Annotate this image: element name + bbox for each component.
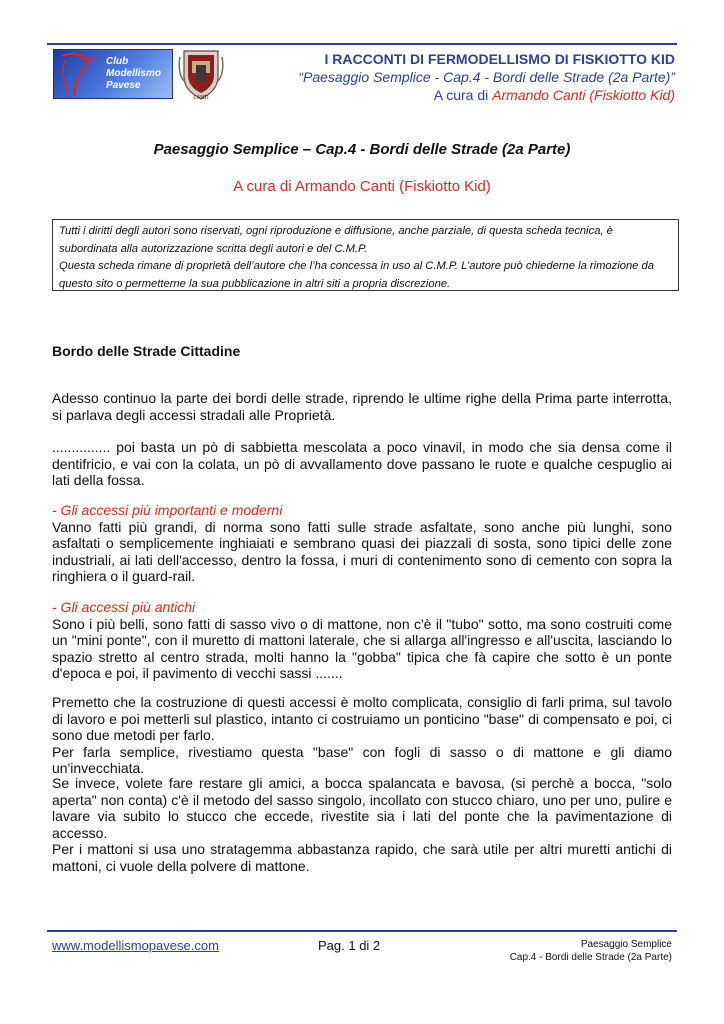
subsection-heading: - Gli accessi più antichi <box>52 599 196 615</box>
club-logo <box>53 49 173 99</box>
footer-document-info <box>510 938 672 964</box>
body-paragraph: ............... poi basta un pò di sabbietta mescolata a poco vinavil, in modo che sia densa come il dentifricio, e vai con la colata, un pò di avvallamento dove passano le ruote e qualche cespuglio ai lati della fossa. <box>52 439 672 488</box>
crest-text: CANTI <box>193 95 209 101</box>
rights-notice-paragraph: Questa scheda rimane di proprietà dell’autore che l’ha concessa in uso al C.M.P. L’autore può chiederne la rimozione da questo sito o permetterne la sua pubblicazione in altri siti a propria discrezione. <box>59 260 654 290</box>
header-block <box>298 50 675 104</box>
document-author: A cura di Armando Canti (Fiskiotto Kid) <box>233 178 491 195</box>
paragraph-block <box>52 502 672 585</box>
crest-logo <box>178 47 224 101</box>
subsection-heading: - Gli accessi più importanti e moderni <box>52 502 283 518</box>
footer-website-link[interactable]: www.modellismopavese.com <box>52 938 219 953</box>
paragraph-block <box>52 599 672 682</box>
document-title: Paesaggio Semplice – Cap.4 - Bordi delle Strade (2a Parte) <box>153 141 571 158</box>
paragraph-block <box>52 694 672 777</box>
header-credit-prefix: A cura di <box>433 87 493 103</box>
body-paragraph: Premetto che la costruzione di questi accessi è molto complicata, consiglio di farli prima, sul tavolo di lavoro e poi metterli sul plastico, intanto ci costruiamo un ponticino "base" di compensato e poi, ci sono due metodi per farlo. <box>52 694 672 743</box>
header-title: I RACCONTI DI FERMODELLISMO DI FISKIOTTO KID <box>324 51 675 67</box>
body-paragraph: Sono i più belli, sono fatti di sasso vivo o di mattone, non c'è il "tubo" sotto, ma sono costruiti come un "mini ponte", con il muretto di mattoni laterale, che si allarga all'ingresso e all'uscita, lasciando lo spazio stretto al centro strada, molti hanno la "gobba" tipica che fà capire che sotto è un ponte d'epoca e poi, il pavimento di vecchi sassi ....... <box>52 615 672 681</box>
header-credit <box>298 86 675 104</box>
footer-document-title: Paesaggio Semplice <box>580 939 672 950</box>
paragraph-block <box>52 390 672 423</box>
section-heading-block <box>52 343 672 360</box>
body-paragraph: Per farla semplice, rivestiamo questa "base" con fogli di sasso o di mattone e gli diamo un'invecchiata. <box>52 743 672 776</box>
body-paragraph: Per i mattoni si usa uno stratagemma abbastanza rapido, che sarà utile per altri muretti antichi di mattoni, ci vuole della polvere di mattone. <box>52 841 672 874</box>
paragraph-block <box>52 775 672 874</box>
footer-rule <box>47 930 677 932</box>
footer-page-number: Pag. 1 di 2 <box>318 938 381 953</box>
rights-notice-paragraph: Tutti i diritti degli autori sono riservati, ogni riproduzione e diffusione, anche parziale, di questa scheda tecnica, è subordinata alla autorizzazione scritta degli autori e del C.M.P. <box>59 225 613 255</box>
body-paragraph: Vanno fatti più grandi, di norma sono fatti sulle strade asfaltate, sono anche più lunghi, sono asfaltati o semplicemente inghiaiati e sembrano quasi dei piazzali di sosta, sono tipici delle zone industriali, ai lati dell'accesso, dentro la fossa, i muri di contenimento sono di cemento con sopra la ringhiera o il guard-rail. <box>52 518 672 584</box>
paragraph-block <box>52 439 672 489</box>
section-heading: Bordo delle Strade Cittadine <box>52 343 241 359</box>
rights-notice-box <box>52 219 679 291</box>
header-subtitle: “Paesaggio Semplice - Cap.4 - Bordi delle Strade (2a Parte)” <box>298 69 675 85</box>
club-logo-text: Club Modellismo Pavese <box>106 56 162 91</box>
header-credit-author: Armando Canti (Fiskiotto Kid) <box>492 87 675 103</box>
body-paragraph: Se invece, volete fare restare gli amici, a bocca spalancata e bavosa, (si perchè a bocca, "solo aperta" non conta) c'è il metodo del sasso singolo, incollato con stucco chiaro, uno per uno, pulire e lavare via subito lo stucco che eccede, rivestite sia i lati del ponte che la pavimentazione di accesso. <box>52 775 672 841</box>
body-paragraph: Adesso continuo la parte dei bordi delle strade, riprendo le ultime righe della Prima parte interrotta, si parlava degli accessi stradali alle Proprietà. <box>52 390 672 423</box>
header-rule <box>47 43 677 45</box>
footer-document-chapter: Cap.4 - Bordi delle Strade (2a Parte) <box>509 952 672 963</box>
